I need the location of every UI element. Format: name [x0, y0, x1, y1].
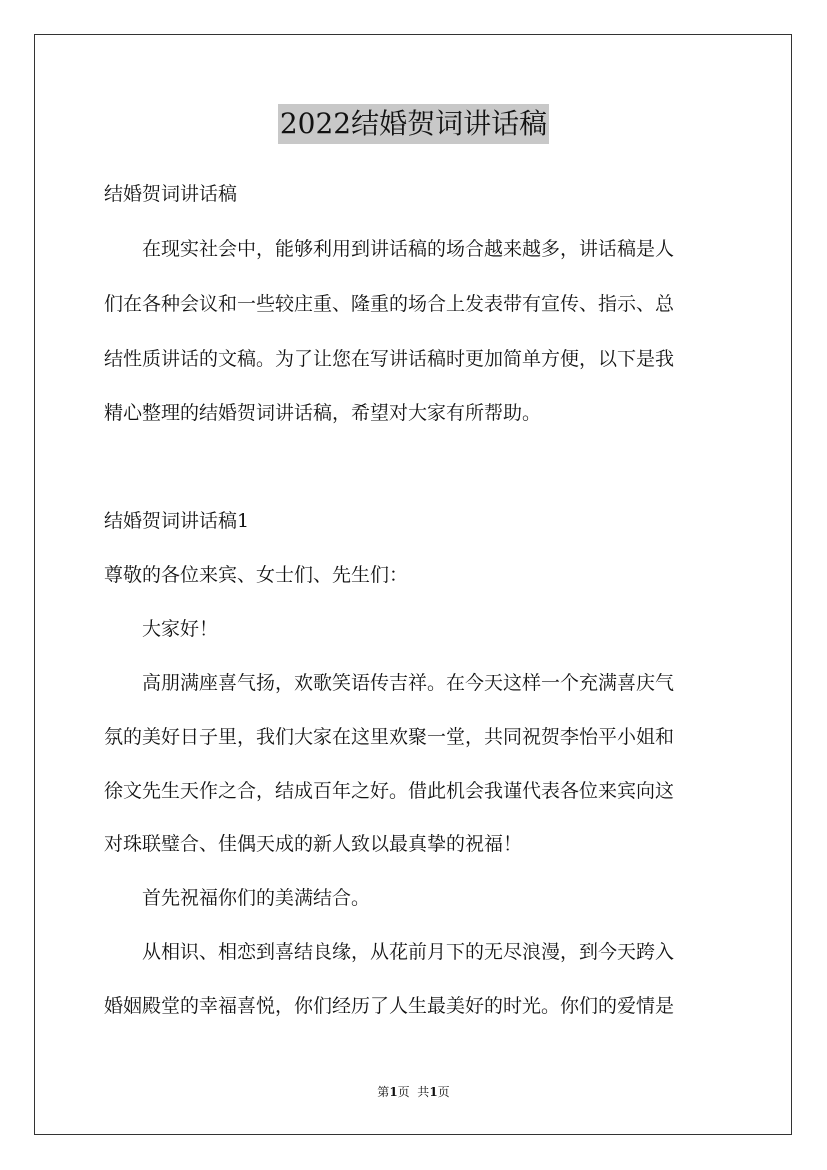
footer-page-suffix: 页 [437, 1085, 450, 1099]
footer-page-mid: 页 共 [397, 1085, 430, 1099]
body-line-5: 首先祝福你们的美满结合。 [142, 887, 371, 909]
page-footer [0, 1084, 827, 1100]
body-line-2: 氛的美好日子里，我们大家在这里欢聚一堂，共同祝贺李怡平小姐和 [104, 726, 675, 748]
intro-line-2: 们在各种会议和一些较庄重、隆重的场合上发表带有宣传、指示、总 [104, 293, 675, 315]
footer-page-total: 1 [429, 1085, 438, 1099]
salutation: 尊敬的各位来宾、女士们、先生们： [104, 564, 409, 586]
intro-line-3: 结性质讲话的文稿。为了让您在写讲话稿时更加简单方便，以下是我 [104, 348, 675, 370]
body-line-4: 对珠联璧合、佳偶天成的新人致以最真挚的祝福！ [104, 833, 523, 855]
greeting: 大家好！ [142, 618, 219, 640]
document-subtitle: 结婚贺词讲话稿 [104, 183, 238, 205]
document-title: 2022结婚贺词讲话稿 [278, 104, 549, 144]
body-line-6: 从相识、相恋到喜结良缘，从花前月下的无尽浪漫，到今天跨入 [142, 941, 675, 963]
title-container [0, 104, 827, 144]
body-line-7: 婚姻殿堂的幸福喜悦，你们经历了人生最美好的时光。你们的爱情是 [104, 995, 675, 1017]
body-line-3: 徐文先生天作之合，结成百年之好。借此机会我谨代表各位来宾向这 [104, 780, 675, 802]
footer-page-current: 1 [389, 1085, 398, 1099]
footer-page-prefix: 第 [377, 1085, 390, 1099]
section-heading: 结婚贺词讲话稿1 [104, 510, 250, 532]
intro-line-1: 在现实社会中，能够利用到讲话稿的场合越来越多，讲话稿是人 [142, 238, 675, 260]
intro-line-4: 精心整理的结婚贺词讲话稿，希望对大家有所帮助。 [104, 402, 542, 424]
body-line-1: 高朋满座喜气扬，欢歌笑语传吉祥。在今天这样一个充满喜庆气 [142, 672, 675, 694]
